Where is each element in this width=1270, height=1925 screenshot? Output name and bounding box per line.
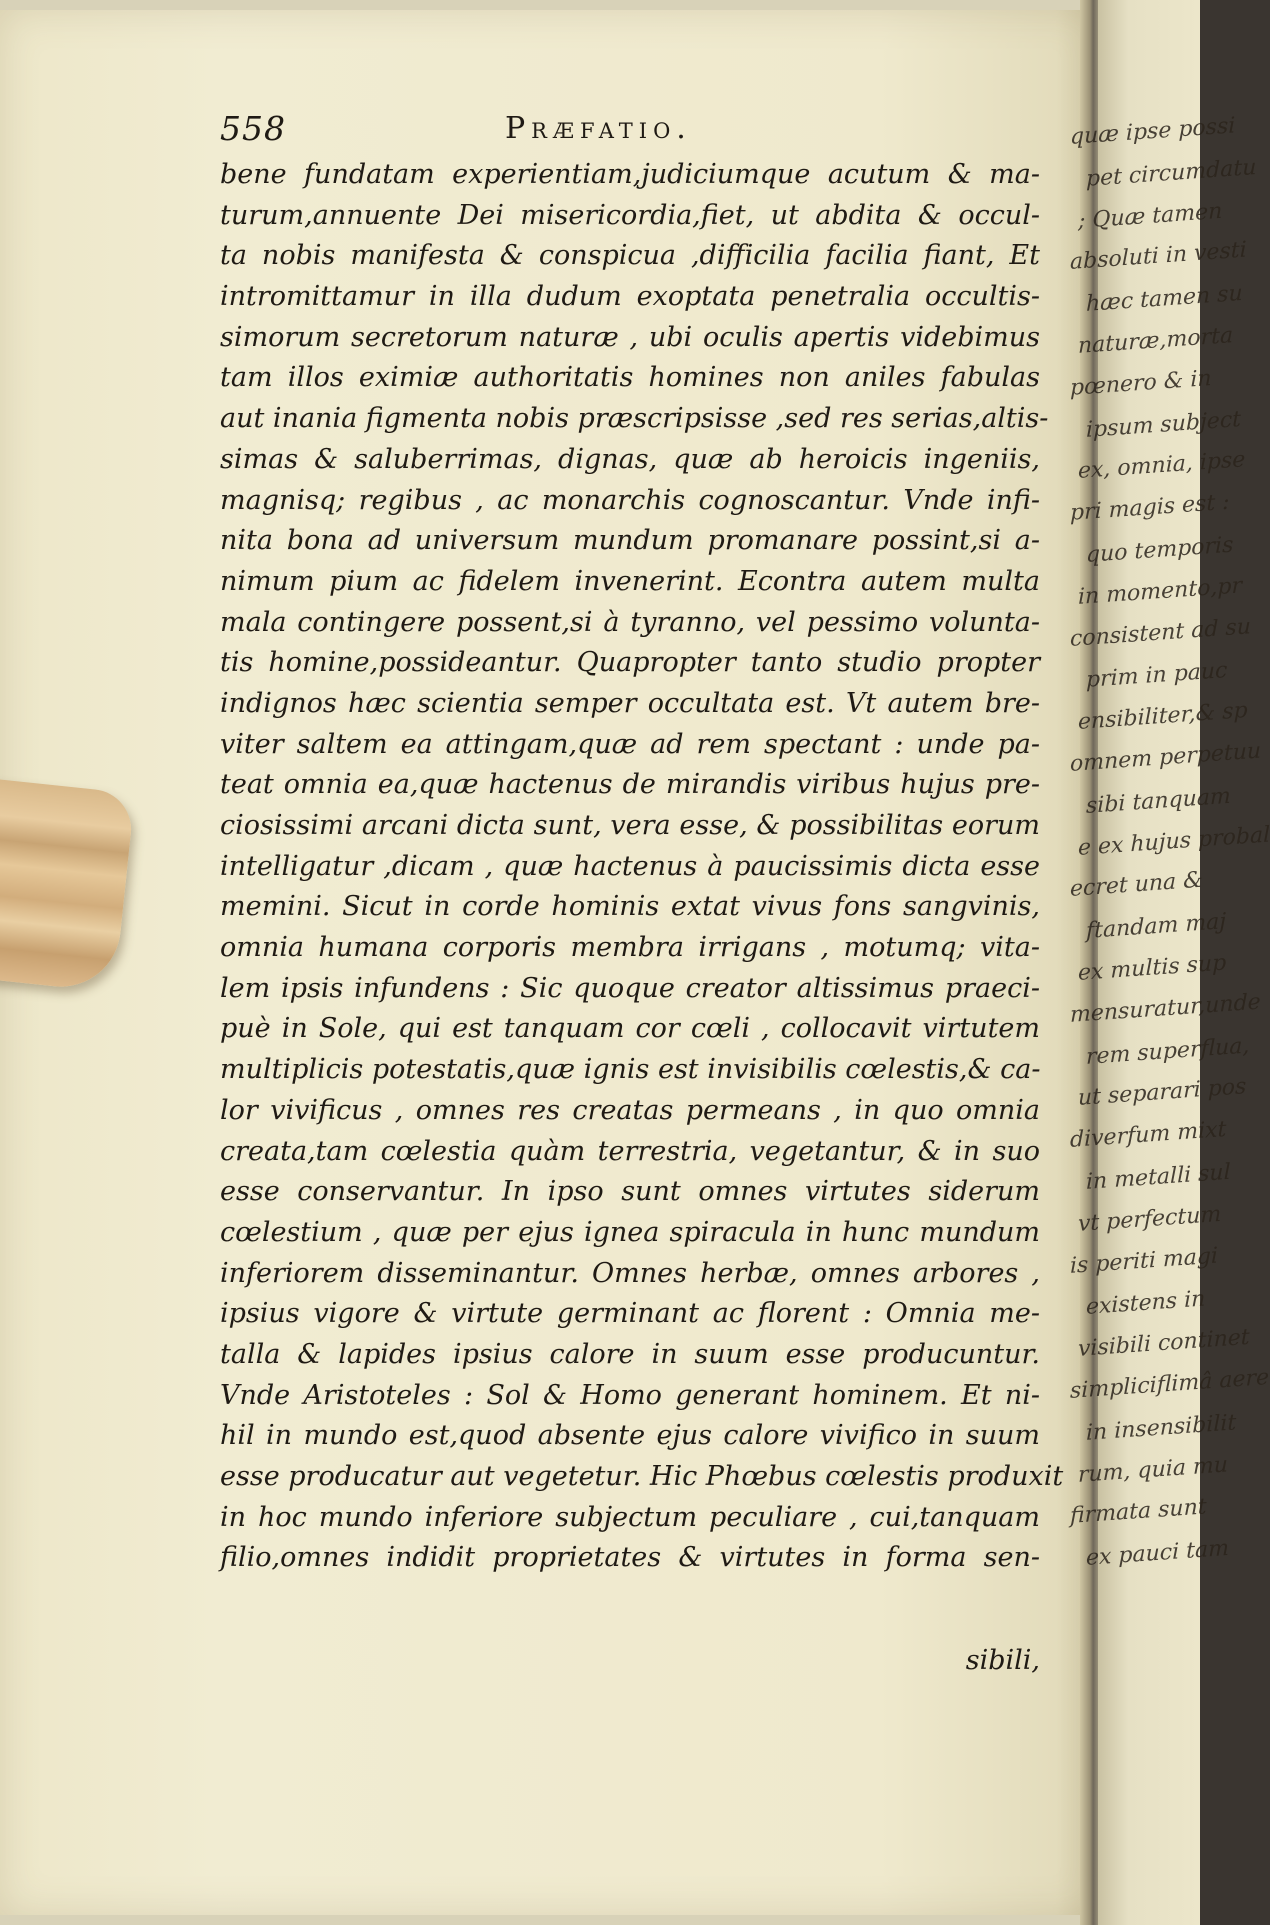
- text-line: ciosissimi arcani dicta sunt, vera esse, & possibilitas eorum: [220, 810, 1040, 841]
- text-line: teat omnia ea,quæ hactenus de mirandis viribus hujus pre-: [220, 769, 1040, 801]
- body-text: [220, 155, 1064, 1579]
- page-number: 558: [220, 109, 286, 148]
- text-line: puè in Sole, qui est tanquam cor cœli , collocavit virtutem: [220, 1013, 1040, 1045]
- book-page-right-edge: [1070, 0, 1270, 1925]
- facing-page-line-fragment: simpliciflimâ aere: [1070, 1364, 1270, 1404]
- text-line: viter saltem ea attingam,quæ ad rem spectant : unde pa-: [220, 728, 1040, 760]
- facing-page-line-fragment: ex, omnia, ipse: [1078, 447, 1246, 485]
- text-line: mala contingere possent,si à tyranno, vel pessimo volunta-: [220, 606, 1040, 638]
- facing-page-line-fragment: ensibiliter,& sp: [1078, 698, 1248, 736]
- facing-page-line-fragment: ex multis sup: [1078, 950, 1227, 986]
- text-line: ta nobis manifesta & conspicua ,difficilia facilia fiant, Et: [220, 240, 1040, 272]
- text-line: filio,omnes indidit proprietates & virtutes in forma sen-: [220, 1542, 1040, 1574]
- running-head: Præfatio.: [505, 111, 692, 146]
- facing-page-line-fragment: omnem perpetuu: [1070, 738, 1262, 777]
- text-line: inferiorem disseminantur. Omnes herbæ, omnes arbores ,: [220, 1257, 1040, 1289]
- text-line: Vnde Aristoteles : Sol & Homo generant hominem. Et ni-: [220, 1379, 1040, 1411]
- facing-page-line-fragment: quo temporis: [1086, 532, 1234, 568]
- text-line: simas & saluberrimas, dignas, quæ ab heroicis ingeniis,: [220, 443, 1040, 475]
- text-line: hil in mundo est,quod absente ejus calore vivifico in suum: [220, 1420, 1040, 1452]
- text-line: in hoc mundo inferiore subjectum peculiare , cui,tanquam: [220, 1501, 1040, 1533]
- facing-page-line-fragment: ipsum subject: [1086, 406, 1241, 443]
- facing-page-line-fragment: vt perfectum: [1078, 1201, 1222, 1237]
- facing-page-line-fragment: pet circumdatu: [1086, 154, 1257, 192]
- text-line: esse producatur aut vegetetur. Hic Phœbus cœlestis produxit: [220, 1461, 1064, 1492]
- text-line: lem ipsis infundens : Sic quoque creator altissimus praeci-: [220, 972, 1040, 1004]
- facing-page-line-fragment: ftandam maj: [1086, 909, 1227, 945]
- text-line: creata,tam cœlestia quàm terrestria, vegetantur, & in suo: [220, 1135, 1040, 1167]
- facing-page-line-fragment: ecret una &: [1070, 868, 1203, 903]
- facing-page-line-fragment: is periti magi: [1070, 1243, 1218, 1279]
- text-line: indignos hæc scientia semper occultata est. Vt autem bre-: [220, 687, 1040, 719]
- text-line: lor vivificus , omnes res creatas permeans , in quo omnia: [220, 1094, 1040, 1126]
- text-line: omnia humana corporis membra irrigans , motumq; vita-: [220, 932, 1040, 964]
- facing-page-line-fragment: diverfum mixt: [1070, 1117, 1227, 1154]
- facing-page-line-fragment: pœnero & in: [1070, 365, 1212, 401]
- facing-page-line-fragment: pri magis est :: [1070, 489, 1230, 527]
- facing-page-line-fragment: visibili continet: [1078, 1325, 1250, 1363]
- facing-page-line-fragment: ; Quæ tamen: [1078, 198, 1223, 234]
- text-line: magnisq; regibus , ac monarchis cognoscantur. Vnde infi-: [220, 484, 1040, 516]
- text-line: bene fundatam experientiam,judiciumque acutum & ma-: [220, 159, 1040, 190]
- facing-page-line-fragment: sibi tanquam: [1086, 783, 1231, 819]
- text-line: tis homine,possideantur. Quapropter tanto studio propter: [220, 647, 1040, 679]
- facing-page-line-fragment: absoluti in vesti: [1070, 237, 1247, 276]
- facing-page-line-fragment: in insensibilit: [1086, 1410, 1237, 1446]
- facing-page-line-fragment: quæ ipse possi: [1070, 113, 1236, 150]
- text-line: simorum secretorum naturæ , ubi oculis apertis videbimus: [220, 321, 1040, 353]
- text-line: esse conservantur. In ipso sunt omnes virtutes siderum: [220, 1176, 1040, 1208]
- text-line: tam illos eximiæ authoritatis homines non aniles fabulas: [220, 362, 1040, 394]
- facing-page-line-fragment: hæc tamen su: [1086, 281, 1243, 318]
- text-line: intelligatur ,dicam , quæ hactenus à paucissimis dicta esse: [220, 850, 1040, 882]
- page-content: [220, 105, 1064, 1676]
- catchword: sibili,: [965, 1645, 1040, 1676]
- facing-page-line-fragment: rum, quia mu: [1078, 1452, 1228, 1488]
- text-line: turum,annuente Dei misericordia,fiet, ut abdita & occul-: [220, 199, 1040, 231]
- facing-page-line-fragment: in metalli sul: [1086, 1159, 1231, 1195]
- facing-page-line-fragment: firmata sunt: [1070, 1494, 1207, 1530]
- text-line: multiplicis potestatis,quæ ignis est invisibilis cœlestis,& ca-: [220, 1054, 1041, 1086]
- facing-page-line-fragment: existens in: [1086, 1286, 1206, 1321]
- book-page-left: [0, 10, 1100, 1915]
- text-line: memini. Sicut in corde hominis extat vivus fons sangvinis,: [220, 891, 1040, 923]
- text-line: intromittamur in illa dudum exoptata penetralia occultis-: [220, 281, 1040, 313]
- facing-page-line-fragment: ut separari pos: [1078, 1074, 1247, 1112]
- facing-page-line-fragment: rem superflua,: [1086, 1033, 1250, 1070]
- text-line: cœlestium , quæ per ejus ignea spiracula in hunc mundum: [220, 1216, 1040, 1248]
- facing-page-line-fragment: mensuratur,unde: [1070, 989, 1261, 1028]
- facing-page-line-fragment: consistent ad su: [1070, 613, 1251, 652]
- facing-page-line-fragment: naturæ,morta: [1078, 323, 1234, 359]
- text-line: nita bona ad universum mundum promanare possint,si a-: [220, 525, 1040, 557]
- facing-page-line-fragment: e ex hujus probal: [1078, 822, 1270, 861]
- text-line: aut inania figmenta nobis præscripsisse ,sed res serias,altis-: [220, 403, 1049, 435]
- text-line: nimum pium ac fidelem invenerint. Econtra autem multa: [220, 565, 1040, 597]
- text-line: talla & lapides ipsius calore in suum esse producuntur.: [220, 1338, 1040, 1370]
- page-header: [220, 105, 1040, 155]
- facing-page-line-fragment: in momento,pr: [1078, 573, 1243, 610]
- facing-page-line-fragment: prim in pauc: [1086, 658, 1228, 694]
- text-line: ipsius vigore & virtute germinant ac florent : Omnia me-: [220, 1298, 1040, 1330]
- facing-page-line-fragment: ex pauci tam: [1086, 1536, 1229, 1572]
